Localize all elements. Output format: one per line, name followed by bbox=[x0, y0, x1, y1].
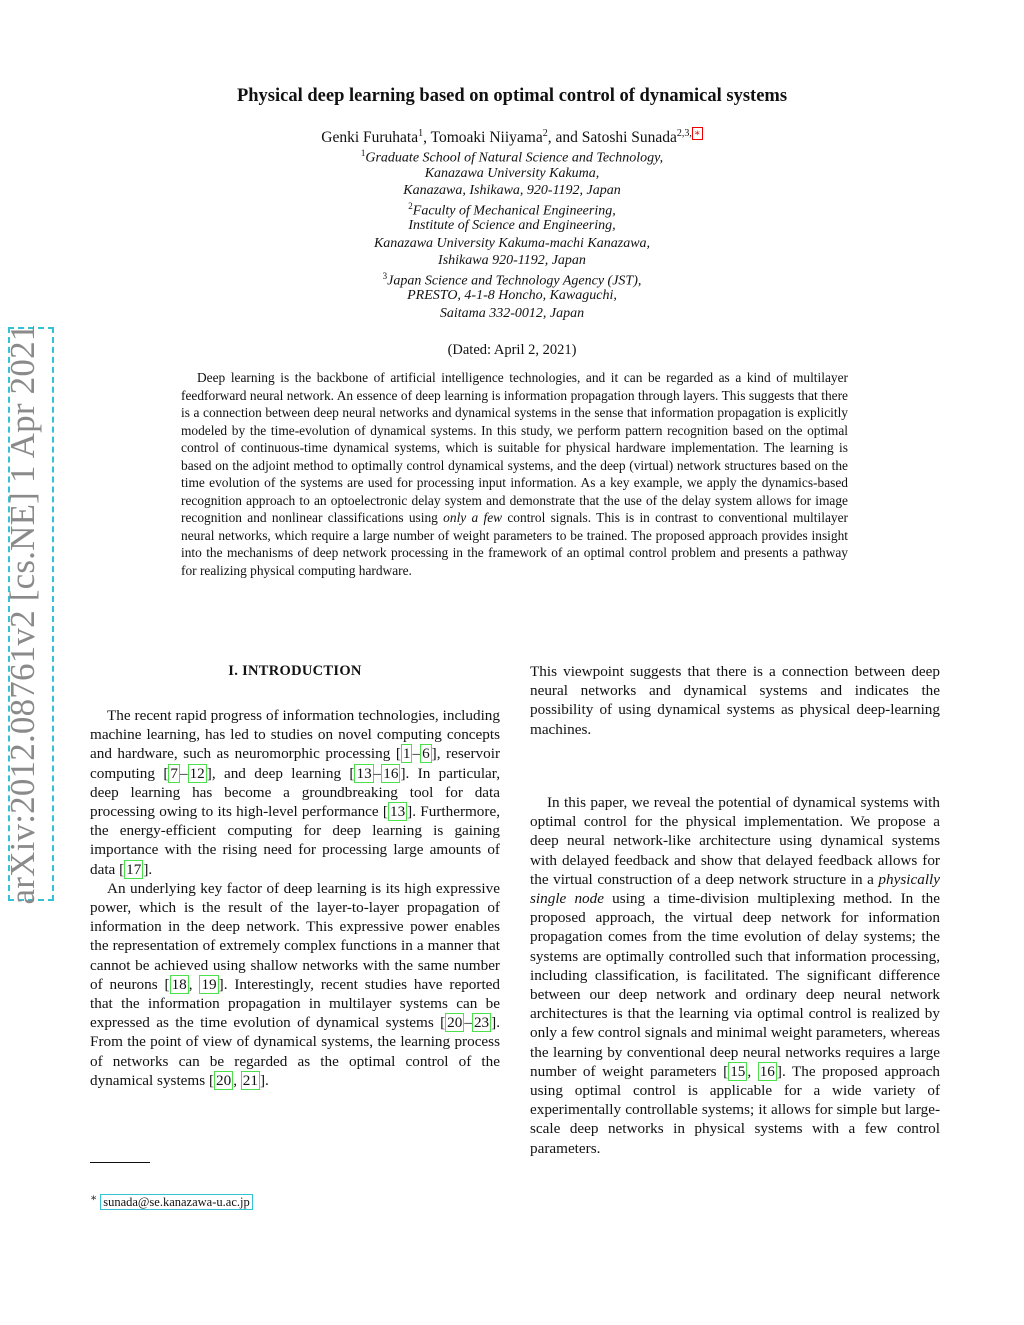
citation-link[interactable]: 20 bbox=[447, 1014, 463, 1032]
affiliation-line: Ishikawa 920-1192, Japan bbox=[438, 253, 586, 268]
citation-link[interactable]: 17 bbox=[126, 860, 142, 878]
affiliation-line: Kanazawa, Ishikawa, 920-1192, Japan bbox=[403, 183, 621, 198]
citation-link[interactable]: 16 bbox=[759, 1062, 775, 1080]
affiliation-line: $^3$Japan Science and Technology Agency (JST), bbox=[382, 270, 642, 289]
right-column-bottom bbox=[530, 793, 940, 1158]
paragraph: In this paper, we reveal the potential of dynamical systems with optimal control for the physical implementation. We propose a deep neural network-like architecture using dynamical systems with delayed feedback and show that delayed feedback allows for the virtual construction of a deep network structure in a physically single node using a time-division multiplexing method. In the proposed approach, the virtual deep network for information propagation comes from the time evolution of delay systems; the systems are optimally controlled such that information processing, including classification, is facilitated. The significant difference between our deep network and ordinary deep neural network architectures is that the learning via optimal control is realized by only a few control signals and minimal weight parameters, whereas the learning by conventional deep neural networks requires a large number of weight parameters [ 15 , 16 ]. The proposed approach using optimal control is applicable for a wide variety of experimentally controllable systems; it allows for simple but large-scale deep networks in physical systems with a few control parameters. bbox=[530, 794, 941, 1157]
left-column bbox=[90, 706, 500, 1090]
and-word: and bbox=[555, 129, 578, 147]
citation-link[interactable]: 1 bbox=[402, 745, 411, 763]
emphasis: physically single node bbox=[530, 870, 940, 908]
affiliation-line: Kanazawa University Kakuma, bbox=[424, 165, 600, 181]
footnote-link[interactable]: ∗ bbox=[693, 128, 701, 139]
author-list: Genki Furuhata$^1$, Tomoaki Niiyama$^2$, and Satoshi Sunada$^{2,3, ∗}$ bbox=[321, 128, 701, 147]
affiliation-line: Kanazawa University Kakuma-machi Kanazawa, bbox=[373, 235, 651, 251]
affil-sup: 1 bbox=[418, 128, 424, 139]
date-line: (Dated: April 2, 2021) bbox=[447, 342, 577, 358]
abstract-emphasis: only a few bbox=[443, 510, 503, 525]
author-name: Genki Furuhata bbox=[321, 129, 419, 147]
citation-link[interactable]: 19 bbox=[201, 975, 217, 993]
citation-link[interactable]: 23 bbox=[473, 1014, 490, 1032]
abstract: Deep learning is the backbone of artificial intelligence technologies, and it can be regarded as a kind of multilayer feedforward neural network. An essence of deep learning is information propagation through layers. This suggests that there is a connection between deep neural networks and dynamical systems in the sense that information propagation is explicitly modeled by the time-evolution of dynamical systems. In this study, we perform pattern recognition based on the optimal control of continuous-time dynamical systems, which is suitable for physical hardware implementation. The learning is based on the adjoint method to optimally control dynamical systems, and the deep (virtual) network structures based on the time evolution of the systems are used for processing input information. As a key example, we apply the dynamics-based recognition approach to an optoelectronic delay system and demonstrate that the use of the delay system allows for image recognition and nonlinear classifications using only a few control signals. This is in contrast to conventional multilayer neural networks, which require a large number of weight parameters to be trained. The proposed approach provides insight into the mechanisms of deep network processing in the framework of an optimal control problem and presents a pathway for realizing physical computing hardware. bbox=[181, 370, 848, 578]
author-name: Tomoaki Niiyama bbox=[430, 129, 543, 147]
citation-link[interactable]: 20 bbox=[216, 1071, 232, 1089]
citation-link[interactable]: 15 bbox=[730, 1062, 746, 1080]
footnote-rule bbox=[90, 1162, 150, 1163]
citation-link[interactable]: 21 bbox=[242, 1071, 258, 1089]
paper-title: Physical deep learning based on optimal control of dynamical systems bbox=[236, 86, 788, 106]
right-column-top bbox=[530, 662, 940, 739]
citation-link[interactable]: 13 bbox=[389, 803, 406, 821]
affil-sup: 2 bbox=[542, 128, 548, 139]
citation-link[interactable]: 16 bbox=[383, 764, 399, 782]
email-link[interactable]: sunada@se.kanazawa-u.ac.jp bbox=[100, 1194, 253, 1210]
affiliation-line: $^2$Faculty of Mechanical Engineering, bbox=[408, 200, 616, 219]
citation-link[interactable]: 18 bbox=[171, 975, 187, 993]
affil-sup: 2,3, ∗ bbox=[676, 128, 701, 139]
citation-link[interactable]: 13 bbox=[356, 764, 372, 782]
paragraph: An underlying key factor of deep learning is its high expressive power, which is the result of the layer-to-layer propagation of information in the deep network. This expressive power enables the representation of extremely complex functions in a manner that cannot be achieved using shallow networks with the same number of neurons [ 18 , 19 ]. Interestingly, recent studies have reported that the information propagation in multilayer systems can be expressed as the time evolution of dynamical systems [ 20 – 23 ]. From the point of view of dynamical systems, the learning process of networks can be regarded as the optimal control of the dynamical systems [ 20 , 21 ]. bbox=[90, 879, 500, 1089]
paragraph: This viewpoint suggests that there is a connection between deep neural networks and dynamical systems and indicates the possibility of using dynamical systems as physical deep-learning machines. bbox=[530, 663, 940, 738]
affiliation-line: $^1$Graduate School of Natural Science and Technology, bbox=[360, 148, 664, 166]
paragraph: The recent rapid progress of information technologies, including machine learning, has led to studies on novel computing concepts and hardware, such as neuromorphic processing [ 1 – 6 ], reservoir computing [ 7 – 12 ], and deep learning [ 13 – 16 ]. In particular, deep learning has become a groundbreaking tool for data processing owing to its high-level performance [ 13 ]. Furthermore, the energy-efficient computing for deep learning is gaining importance with the rising need for processing large amounts of data [ 17 ]. bbox=[90, 707, 501, 878]
affiliation-line: Saitama 332-0012, Japan bbox=[439, 305, 585, 321]
citation-link[interactable]: 12 bbox=[189, 764, 205, 782]
citation-link[interactable]: 7 bbox=[170, 764, 178, 782]
affiliation-line: Institute of Science and Engineering, bbox=[408, 218, 616, 233]
section-heading: I. INTRODUCTION bbox=[228, 663, 362, 679]
author-name: Satoshi Sunada bbox=[581, 129, 677, 147]
footnote: ∗ sunada@se.kanazawa-u.ac.jp bbox=[90, 1192, 253, 1210]
affiliation-line: PRESTO, 4-1-8 Honcho, Kawaguchi, bbox=[407, 288, 617, 303]
citation-link[interactable]: 6 bbox=[422, 745, 430, 763]
